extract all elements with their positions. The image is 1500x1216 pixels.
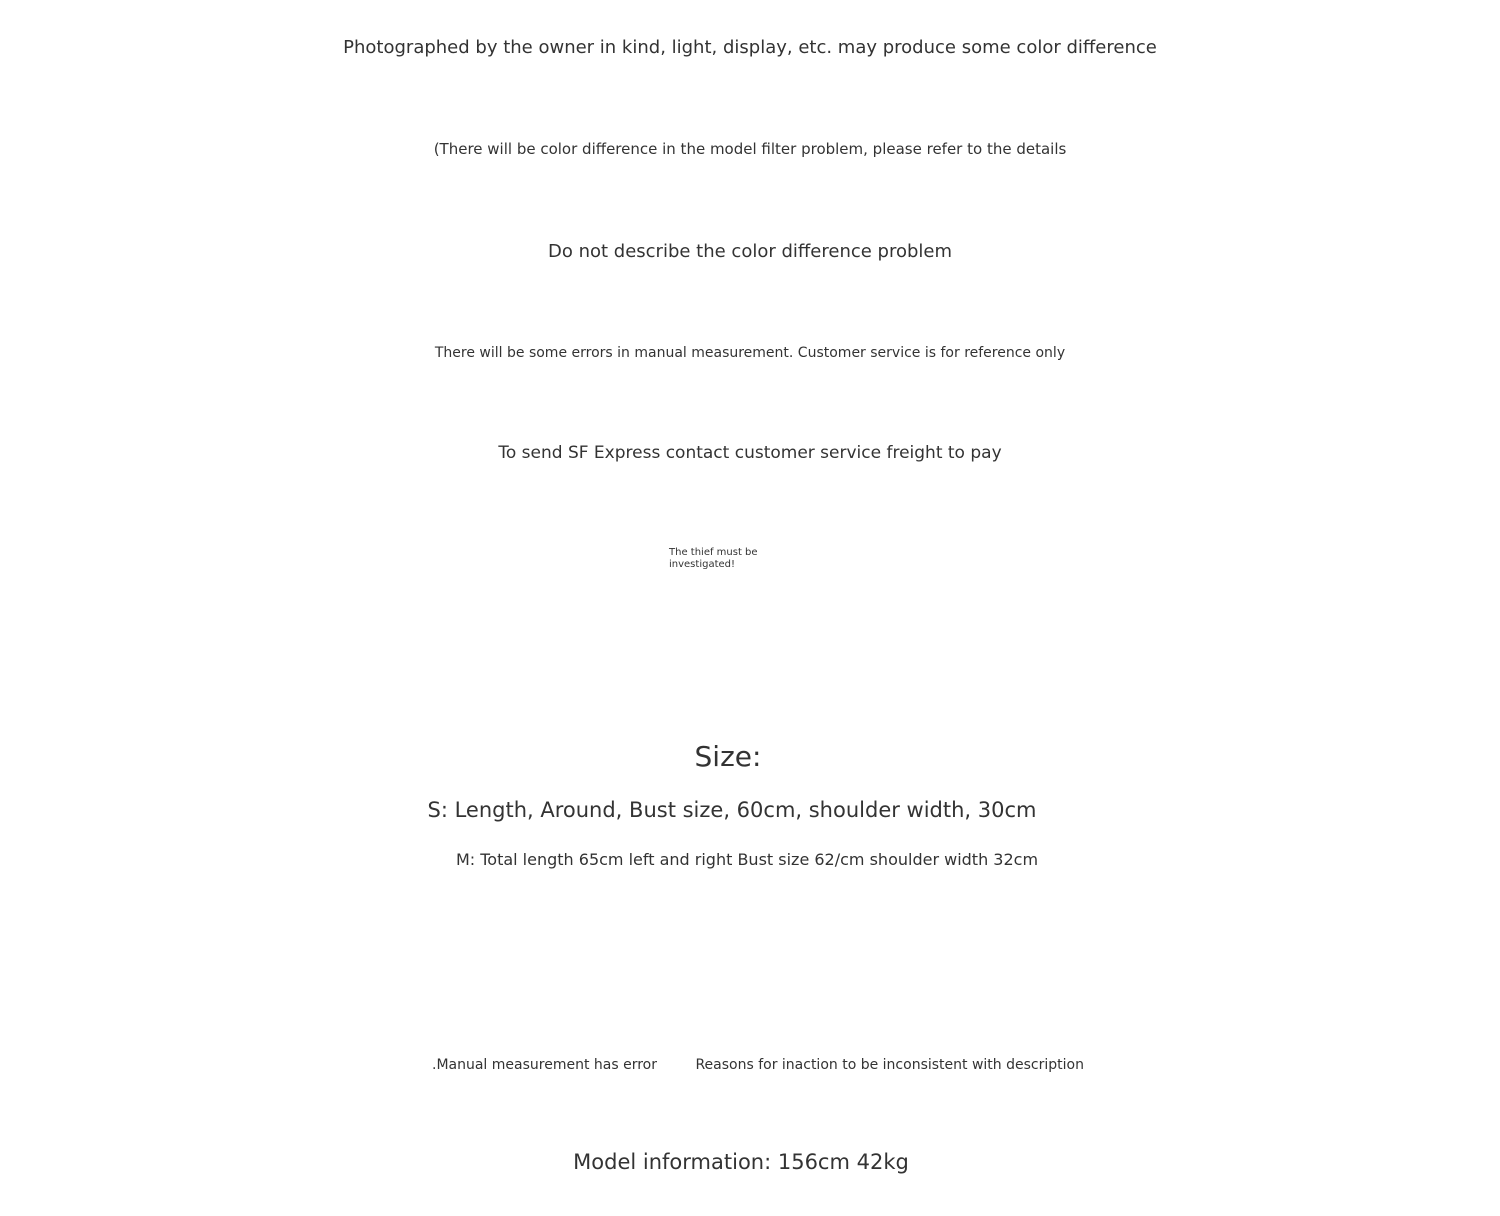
model-filter-note: (There will be color difference in the model filter problem, please refer to the details <box>433 140 1067 158</box>
do-not-describe-note: Do not describe the color difference problem <box>547 241 953 262</box>
size-s-spec: S: Length, Around, Bust size, 60cm, shoulder width, 30cm <box>427 798 1037 822</box>
model-info: Model information: 156cm 42kg <box>573 1150 909 1174</box>
sf-express-note: To send SF Express contact customer service freight to pay <box>498 443 1002 463</box>
disclaimer-row <box>432 1057 1084 1073</box>
size-heading: Size: <box>694 740 762 773</box>
color-difference-note: Photographed by the owner in kind, light, display, etc. may produce some color difference <box>343 37 1157 58</box>
size-m-spec: M: Total length 65cm left and right Bust size 62/cm shoulder width 32cm <box>455 850 1039 869</box>
measurement-errors-note: There will be some errors in manual measurement. Customer service is for reference only <box>434 345 1066 361</box>
inaction-reasons-note: Reasons for inaction to be inconsistent with description <box>695 1057 1084 1073</box>
manual-error-note: .Manual measurement has error <box>432 1057 657 1073</box>
thief-note: The thief must be investigated! <box>669 547 758 570</box>
